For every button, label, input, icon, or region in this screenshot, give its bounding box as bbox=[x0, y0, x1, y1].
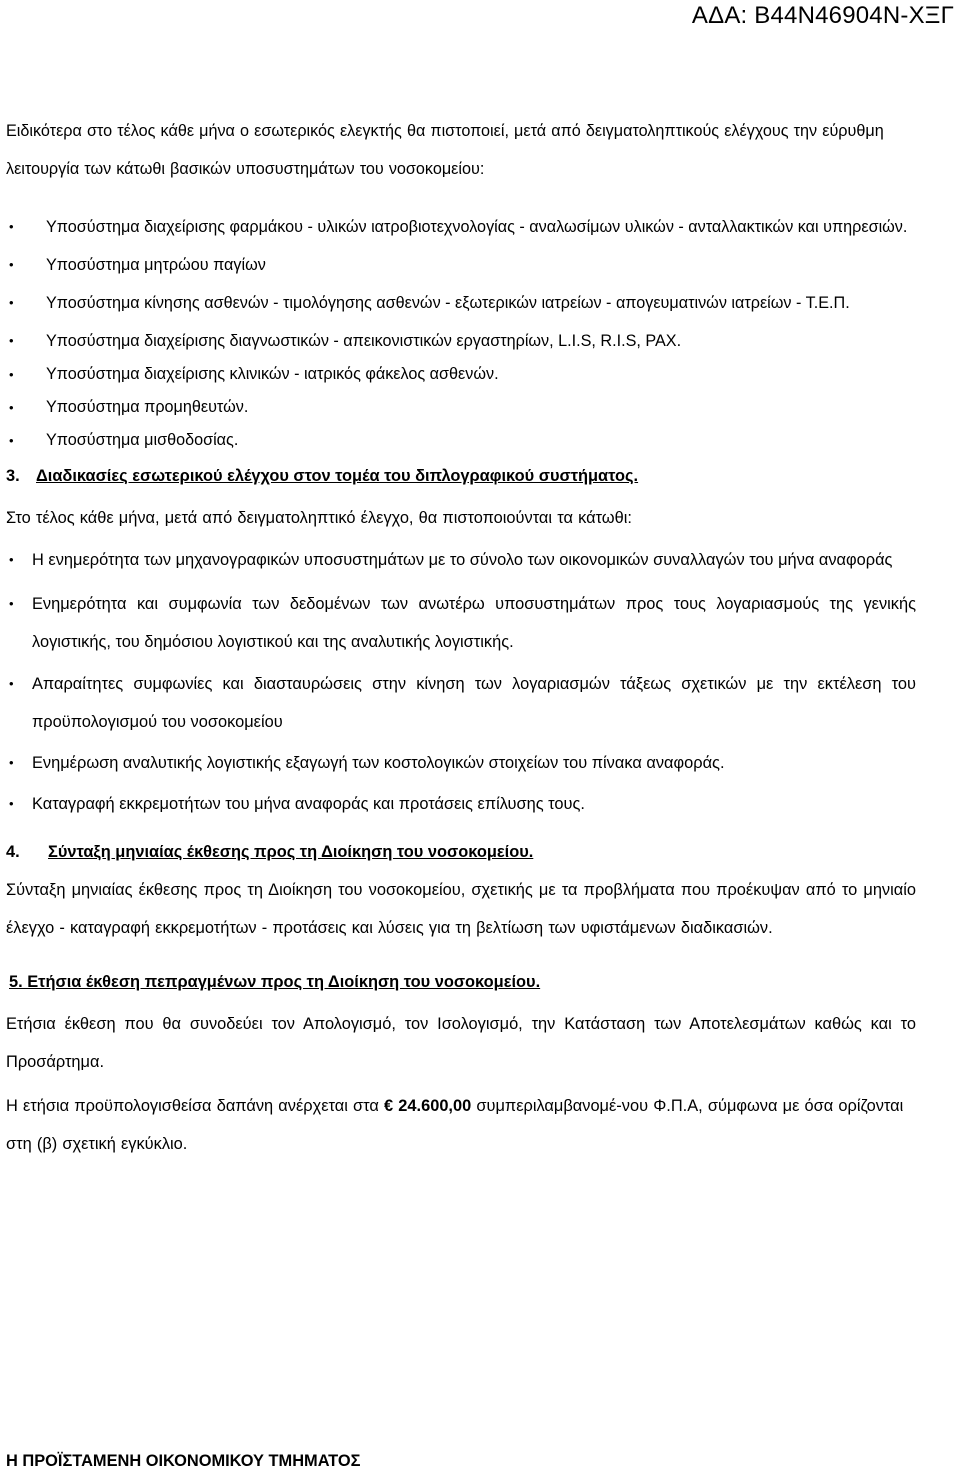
list-item bbox=[6, 393, 922, 422]
bullet-icon: • bbox=[9, 796, 14, 811]
list-item bbox=[6, 360, 922, 389]
bullet-icon: • bbox=[9, 676, 14, 691]
bullet-icon: • bbox=[9, 596, 14, 611]
bullet-icon: • bbox=[9, 295, 14, 310]
intro-paragraph: Ειδικότερα στο τέλος κάθε μήνα ο εσωτερικός ελεγκτής θα πιστοποιεί, μετά από δειγματοληπτικούς ελέγχους την εύρυθμη λειτουργία των κάτωθι βασικών υποσυστημάτων του νοσοκομείου: bbox=[6, 122, 884, 178]
list-item bbox=[6, 665, 922, 741]
ada-code: ΑΔΑ: Β44Ν46904Ν-ΧΞΓ bbox=[691, 2, 954, 29]
list-item bbox=[6, 744, 922, 782]
section-5-heading bbox=[6, 969, 922, 995]
list-item-text: Ενημερότητα και συμφωνία των δεδομένων των ανωτέρω υποσυστημάτων προς τους λογαριασμούς της γενικής λογιστικής, του δημόσιου λογιστικού και της αναλυτικής λογιστικής. bbox=[32, 595, 916, 651]
bullet-icon: • bbox=[9, 400, 14, 415]
list-item bbox=[6, 208, 922, 246]
section-title: Διαδικασίες εσωτερικού ελέγχου στον τομέα του διπλογραφικού συστήματος. bbox=[36, 467, 639, 485]
budget-amount: € 24.600,00 bbox=[384, 1097, 472, 1115]
budget-text-after: συμπεριλαμβανομέ-νου Φ.Π.Α, σύμφωνα με όσα ορίζονται στη (β) σχετική εγκύκλιο. bbox=[6, 1097, 904, 1153]
section-4-text: Σύνταξη μηνιαίας έκθεσης προς τη Διοίκηση του νοσοκομείου, σχετικής με τα προβλήματα που προέκυψαν από το μηνιαίο έλεγχο - καταγραφή εκκρεμοτήτων - προτάσεις και λύσεις για τη βελτίωση των υφιστάμενων διαδικασιών. bbox=[6, 881, 916, 937]
section-3-heading bbox=[6, 463, 922, 489]
list-item bbox=[6, 284, 922, 322]
list-item-text: Απαραίτητες συμφωνίες και διασταυρώσεις στην κίνηση των λογαριασμών τάξεως σχετικών με την εκτέλεση του προϋπολογισμού του νοσοκομείου bbox=[32, 675, 916, 731]
bullet-icon: • bbox=[9, 552, 14, 567]
section-5-sentence: Ετήσια έκθεση που θα συνοδεύει τον Απολογισμό, τον Ισολογισμό, την Κατάσταση των Αποτελεσμάτων καθώς και το Προσάρτημα. bbox=[6, 1015, 916, 1071]
bullet-icon: • bbox=[9, 367, 14, 382]
list-item bbox=[6, 322, 922, 360]
bullet-icon: • bbox=[9, 219, 14, 234]
list-item-text: Υποσύστημα προμηθευτών. bbox=[46, 398, 249, 416]
checks-list bbox=[6, 541, 922, 823]
list-item bbox=[6, 426, 922, 455]
bullet-icon: • bbox=[9, 755, 14, 770]
section-4-heading bbox=[6, 839, 922, 865]
section-number: 3. bbox=[6, 467, 20, 485]
list-item-text: Καταγραφή εκκρεμοτήτων του μήνα αναφοράς και προτάσεις επίλυσης τους. bbox=[32, 795, 585, 813]
section-title: 5. Ετήσια έκθεση πεπραγμένων προς τη Διοίκηση του νοσοκομείου. bbox=[9, 973, 541, 991]
section-5-text bbox=[6, 1005, 916, 1081]
section-3-intro: Στο τέλος κάθε μήνα, μετά από δειγματοληπτικό έλεγχο, θα πιστοποιούνται τα κάτωθι: bbox=[6, 509, 632, 527]
subsystems-list bbox=[6, 208, 922, 455]
bullet-icon: • bbox=[9, 433, 14, 448]
signature: Η ΠΡΟΪΣΤΑΜΕΝΗ ΟΙΚΟΝΟΜΙΚΟΥ ΤΜΗΜΑΤΟΣ bbox=[6, 1452, 361, 1470]
list-item-text: Η ενημερότητα των μηχανογραφικών υποσυστημάτων με το σύνολο των οικονομικών συναλλαγών του μήνα αναφοράς bbox=[32, 551, 893, 569]
list-item-text: Υποσύστημα μητρώου παγίων bbox=[46, 256, 266, 274]
budget-text-before: Η ετήσια προϋπολογισθείσα δαπάνη ανέρχεται στα bbox=[6, 1097, 379, 1115]
list-item bbox=[6, 585, 922, 661]
list-item-text: Υποσύστημα διαχείρισης κλινικών - ιατρικός φάκελος ασθενών. bbox=[46, 365, 499, 383]
list-item bbox=[6, 541, 922, 579]
list-item-text: Υποσύστημα διαχείρισης φαρμάκου - υλικών ιατροβιοτεχνολογίας - αναλωσίμων υλικών - ανταλλακτικών και υπηρεσιών. bbox=[46, 218, 908, 236]
budget-paragraph bbox=[6, 1087, 916, 1163]
bullet-icon: • bbox=[9, 257, 14, 272]
list-item bbox=[6, 246, 922, 284]
list-item-text: Υποσύστημα μισθοδοσίας. bbox=[46, 431, 239, 449]
list-item-text: Ενημέρωση αναλυτικής λογιστικής εξαγωγή των κοστολογικών στοιχείων του πίνακα αναφοράς. bbox=[32, 754, 725, 772]
bullet-icon: • bbox=[9, 333, 14, 348]
list-item bbox=[6, 785, 922, 823]
list-item-text: Υποσύστημα κίνησης ασθενών - τιμολόγησης ασθενών - εξωτερικών ιατρείων - απογευματινών ιατρείων - Τ.Ε.Π. bbox=[46, 294, 850, 312]
section-number: 4. bbox=[6, 843, 20, 861]
section-title: Σύνταξη μηνιαίας έκθεσης προς τη Διοίκηση του νοσοκομείου. bbox=[48, 843, 534, 861]
list-item-text: Υποσύστημα διαχείρισης διαγνωστικών - απεικονιστικών εργαστηρίων, L.I.S, R.I.S, PAX. bbox=[46, 332, 682, 350]
document-body bbox=[6, 112, 922, 1163]
